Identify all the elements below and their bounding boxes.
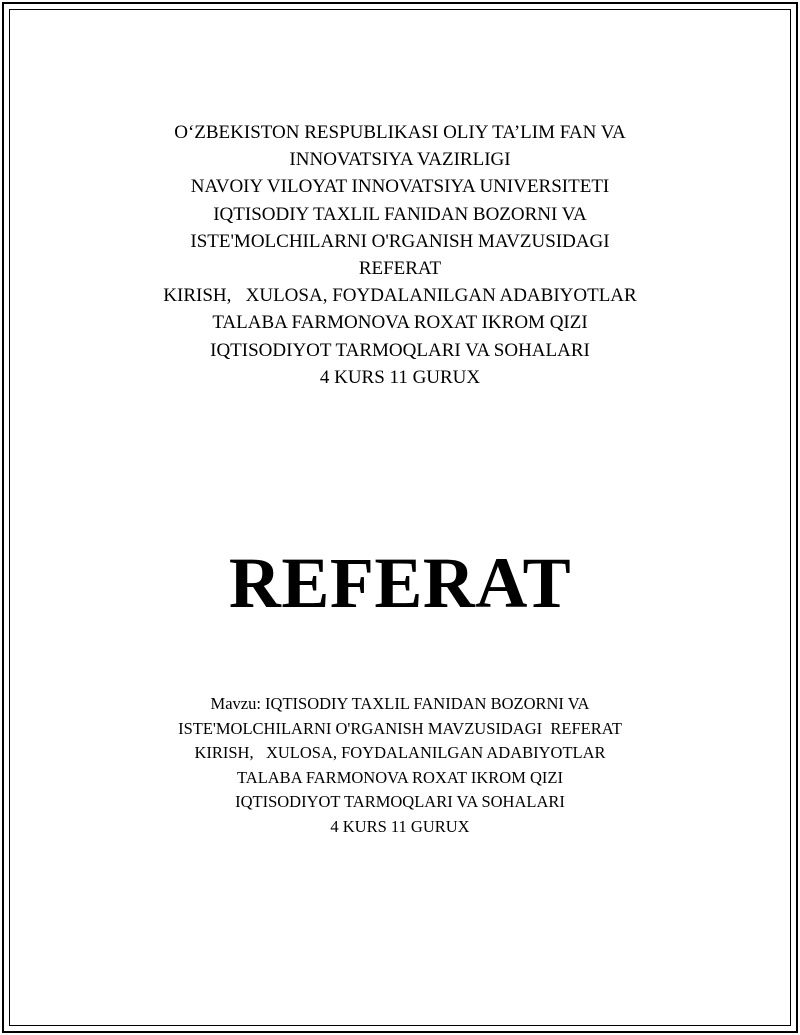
topic-line-subject-cont: ISTE'MOLCHILARNI O'RGANISH MAVZUSIDAGI REFERAT [178, 718, 622, 738]
header-line-group: 4 KURS 11 GURUX [319, 366, 481, 388]
header-line-department: IQTISODIYOT TARMOQLARI VA SOHALARI [210, 339, 590, 361]
header-line-university: NAVOIY VILOYAT INNOVATSIYA UNIVERSITETI [190, 176, 610, 198]
page-title: REFERAT [228, 543, 572, 623]
header-line-student: TALABA FARMONOVA ROXAT IKROM QIZI [212, 312, 588, 334]
header-line-sections: KIRISH, XULOSA, FOYDALANILGAN ADABIYOTLAR [163, 285, 637, 307]
header-line-subject-cont: ISTE'MOLCHILARNI O'RGANISH MAVZUSIDAGI [190, 230, 610, 252]
topic-block [0, 692, 800, 839]
topic-line-group: 4 KURS 11 GURUX [330, 816, 470, 836]
topic-line-subject: Mavzu: IQTISODIY TAXLIL FANIDAN BOZORNI VA [210, 694, 590, 713]
header-line-ministry: O‘ZBEKISTON RESPUBLIKASI OLIY TA’LIM FAN VA [174, 122, 626, 143]
header-line-subject: IQTISODIY TAXLIL FANIDAN BOZORNI VA [213, 203, 587, 225]
header-line-referat: REFERAT [358, 258, 442, 280]
topic-line-department: IQTISODIYOT TARMOQLARI VA SOHALARI [235, 792, 565, 811]
topic-line-student: TALABA FARMONOVA ROXAT IKROM QIZI [237, 767, 563, 787]
header-line-ministry-cont: INNOVATSIYA VAZIRLIGI [289, 149, 511, 171]
title-page-header [0, 119, 800, 391]
topic-line-sections: KIRISH, XULOSA, FOYDALANILGAN ADABIYOTLAR [194, 743, 606, 762]
